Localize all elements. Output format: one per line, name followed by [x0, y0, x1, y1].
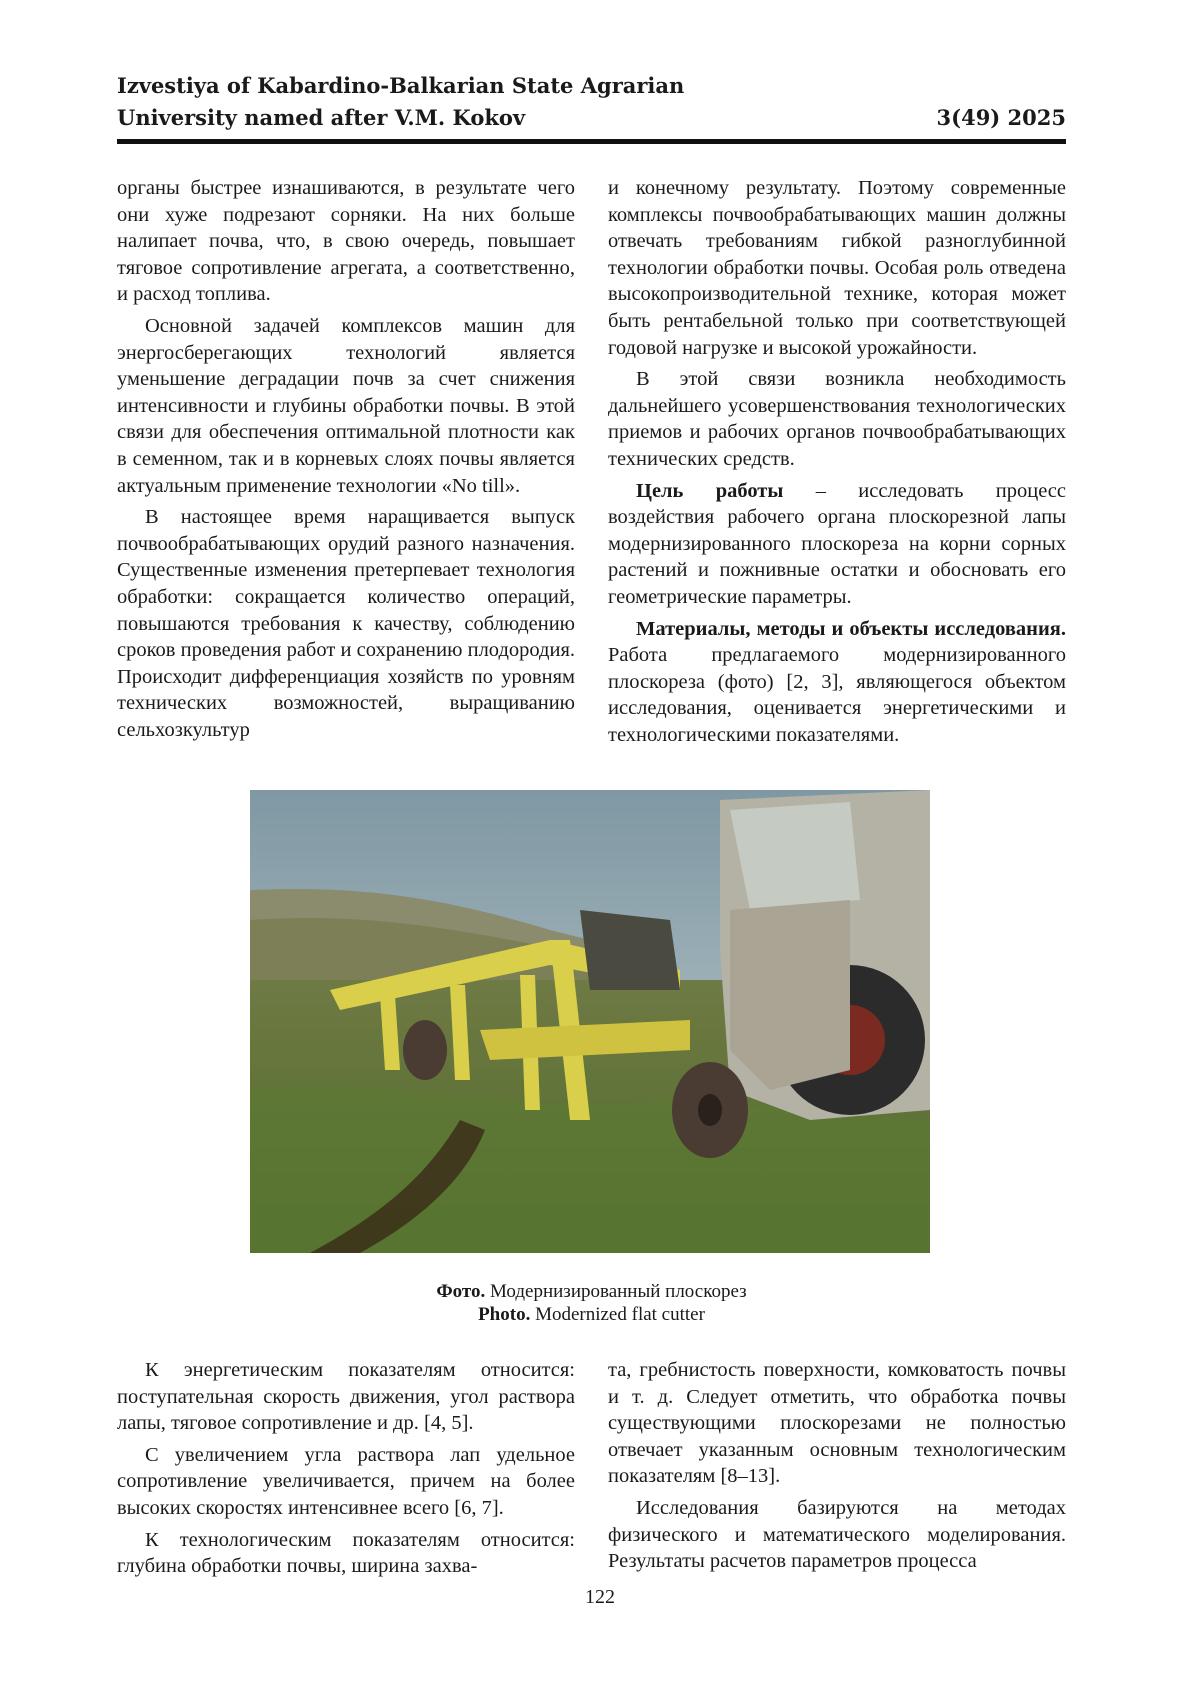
issue-number: 3(49) 2025	[936, 105, 1066, 130]
aim-text: – исследовать процесс воздействия рабочего органа плоскорезной лапы модернизированного плоскореза на корни сорных растений и пожнивные остатки и обосновать его геометрические параметры.	[608, 479, 1066, 608]
figure-caption	[117, 1280, 1066, 1326]
paragraph: К технологическим показателям относится: глубина обработки почвы, ширина захва-	[117, 1528, 575, 1578]
journal-title-line2: University named after V.M. Kokov	[117, 105, 526, 130]
paragraph: В настоящее время наращивается выпуск почвообрабатывающих орудий разного назначения. Существенные изменения претерпевает технология обработки: сокращается количество операций, повышаются требования к качеству, соблюдению сроков проведения работ и сохранению плодородия. Происходит дифференциация хозяйств по уровням технических возможностей, выращиванию сельхозкультур	[117, 506, 575, 741]
methods-text: Работа предлагаемого модернизированного плоскореза (фото) [2, 3], являющегося объектом исследования, оценивается энергетическими и технологическими показателями.	[608, 644, 1066, 746]
page-number: 122	[585, 1586, 615, 1608]
column-right-top	[608, 175, 1066, 753]
running-header	[117, 70, 1066, 134]
paragraph: К энергетическим показателям относится: поступательная скорость движения, угол раствора лапы, тяговое сопротивление и др. [4, 5].	[117, 1359, 575, 1435]
paragraph: Основной задачей комплексов машин для энергосберегающих технологий является уменьшение деградации почв за счет снижения интенсивности и глубины обработки почвы. В этой связи для обеспечения оптимальной плотности как в семенном, так и в корневых слоях почвы является актуальным применение технологии «No till».	[117, 314, 575, 497]
aim-heading: Цель работы	[636, 479, 784, 502]
caption-en	[117, 1303, 1066, 1326]
column-left-bottom	[117, 1357, 575, 1585]
paragraph-aim	[608, 478, 1066, 611]
caption-ru-text: Модернизированный плоскорез	[485, 1281, 747, 1302]
paragraph: органы быстрее изнашиваются, в результате чего они хуже подрезают сорняки. На них больше налипает почва, что, в свою очередь, повышает тяговое сопротивление агрегата, а соответственно, и расход топлива.	[117, 177, 575, 306]
journal-title-line1: Izvestiya of Kabardino-Balkarian State Agrarian	[117, 73, 685, 98]
paragraph: и конечному результату. Поэтому современные комплексы почвообрабатывающих машин должны отвечать требованиям гибкой разноглубинной технологии обработки почвы. Особая роль отведена высокопроизводительной технике, которая может быть рентабельной только при соответствующей годовой нагрузке и высокой урожайности.	[608, 177, 1066, 359]
photo-flat-cutter	[250, 790, 930, 1253]
paragraph: В этой связи возникла необходимость дальнейшего усовершенствования технологических приемов и рабочих органов почвообрабатывающих технических средств.	[608, 368, 1066, 470]
paragraph: С увеличением угла раствора лап удельное сопротивление увеличивается, причем на более высоких скоростях интенсивнее всего [6, 7].	[117, 1443, 575, 1519]
column-right-bottom	[608, 1357, 1066, 1580]
caption-en-text: Modernized flat cutter	[530, 1304, 705, 1325]
caption-ru-label: Фото.	[436, 1281, 486, 1302]
methods-heading: Материалы, методы и объекты исследования.	[636, 617, 1066, 640]
paragraph-methods	[608, 616, 1066, 749]
header-rule	[117, 139, 1066, 144]
paragraph: Исследования базируются на методах физического и математического моделирования. Результаты расчетов параметров процесса	[608, 1496, 1066, 1573]
paragraph: та, гребнистость поверхности, комковатость почвы и т. д. Следует отметить, что обработка почвы существующими плоскорезами не полностью отвечает указанным основным технологическим показателям [8–13].	[608, 1359, 1066, 1488]
column-left-top	[117, 175, 575, 748]
caption-en-label: Photo.	[478, 1304, 531, 1325]
caption-ru	[117, 1280, 1066, 1303]
